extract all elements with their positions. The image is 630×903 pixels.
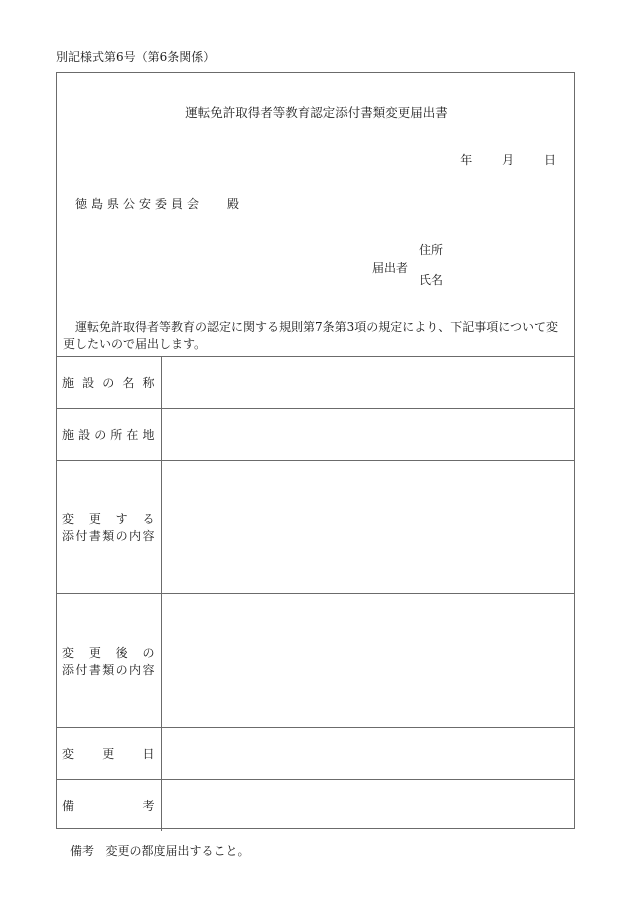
details-table: [56, 356, 575, 831]
documents-after-field[interactable]: [161, 594, 575, 728]
facility-location-field[interactable]: [161, 409, 575, 461]
filer-name-label: 氏名: [419, 273, 444, 287]
table-row: [56, 728, 575, 780]
day-label: 日: [543, 153, 556, 167]
row-label-line: 添 付 書 類 の 内 容: [62, 529, 155, 543]
row-label-line: 施 設 の 名 称: [62, 376, 155, 390]
row-label-line: 施 設 の 所 在 地: [62, 428, 155, 442]
remarks-field[interactable]: [161, 780, 575, 831]
row-label: [56, 780, 161, 831]
form-box: [56, 72, 575, 829]
form-title: 運転免許取得者等教育認定添付書類変更届出書: [185, 105, 448, 120]
table-row: [56, 594, 575, 728]
month-label: 月: [502, 153, 515, 167]
row-label-line: 変 更 後 の: [62, 645, 155, 660]
statement: 運転免許取得者等教育の認定に関する規則第7条第3項の規定により、下記事項について変更したいので届出します。: [63, 320, 559, 351]
facility-name-field[interactable]: [161, 357, 575, 409]
footnote: [70, 842, 249, 859]
row-label-line: 変 更 日: [62, 747, 155, 761]
filer-address-label: 住所: [419, 243, 444, 257]
documents-before-field[interactable]: [161, 461, 575, 594]
row-label: [56, 357, 161, 409]
honorific: 殿: [227, 197, 240, 211]
row-label: [56, 728, 161, 780]
addressee: 徳島県公安委員会: [75, 197, 204, 211]
date-line: [438, 151, 556, 168]
year-label: 年: [460, 153, 473, 167]
row-label-line: 備 考: [62, 798, 155, 813]
row-label-line: 変 更 す る: [62, 512, 155, 526]
table-row: [56, 409, 575, 461]
table-row: [56, 461, 575, 594]
row-label-line: 添 付 書 類 の 内 容: [62, 662, 155, 677]
filer-label: 届出者: [372, 261, 409, 275]
row-label: [56, 409, 161, 461]
row-label: [56, 461, 161, 594]
change-date-field[interactable]: [161, 728, 575, 780]
table-row: [56, 780, 575, 831]
footnote-label: 備考: [70, 844, 95, 858]
footnote-text: 変更の都度届出すること。: [105, 844, 250, 858]
row-label: [56, 594, 161, 728]
table-row: [56, 357, 575, 409]
form-number: 別記様式第6号（第6条関係）: [56, 50, 216, 64]
